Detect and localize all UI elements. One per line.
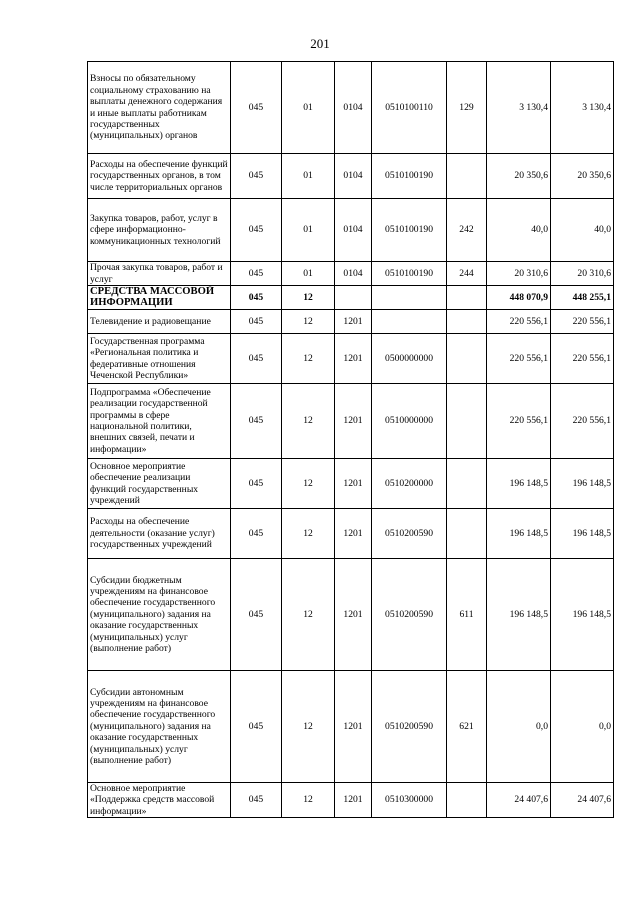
cell-amount-2: 220 556,1 xyxy=(551,334,614,384)
cell-subsection-code: 1201 xyxy=(335,384,372,459)
table-row xyxy=(88,559,614,671)
cell-name: Подпрограмма «Обеспечение реализации государственной программы в сфере национальной политики, внешних связей, печати и информации» xyxy=(88,384,231,459)
cell-name: Расходы на обеспечение функций государственных органов, в том числе территориальных органов xyxy=(88,154,231,199)
cell-ministry-code: 045 xyxy=(231,334,282,384)
table-row xyxy=(88,154,614,199)
cell-amount-1: 448 070,9 xyxy=(487,286,551,310)
table-row xyxy=(88,671,614,783)
cell-subsection-code: 1201 xyxy=(335,783,372,818)
cell-amount-2: 40,0 xyxy=(551,199,614,262)
cell-section-code: 12 xyxy=(282,310,335,334)
cell-amount-1: 0,0 xyxy=(487,671,551,783)
cell-ministry-code: 045 xyxy=(231,559,282,671)
cell-expense-type xyxy=(447,783,487,818)
cell-amount-1: 196 148,5 xyxy=(487,559,551,671)
cell-expense-type: 129 xyxy=(447,62,487,154)
cell-subsection-code: 1201 xyxy=(335,509,372,559)
cell-name: Взносы по обязательному социальному страхованию на выплаты денежного содержания и иные выплаты работникам государственных (муниципальных) органов xyxy=(88,62,231,154)
cell-amount-1: 20 350,6 xyxy=(487,154,551,199)
table-row xyxy=(88,509,614,559)
cell-ministry-code: 045 xyxy=(231,509,282,559)
cell-amount-2: 196 148,5 xyxy=(551,509,614,559)
cell-subsection-code: 1201 xyxy=(335,310,372,334)
table-row xyxy=(88,384,614,459)
cell-section-code: 01 xyxy=(282,154,335,199)
cell-ministry-code: 045 xyxy=(231,154,282,199)
cell-subsection-code: 1201 xyxy=(335,334,372,384)
cell-target-article: 0510100110 xyxy=(372,62,447,154)
cell-expense-type: 611 xyxy=(447,559,487,671)
cell-amount-1: 220 556,1 xyxy=(487,334,551,384)
cell-subsection-code: 1201 xyxy=(335,671,372,783)
cell-target-article: 0510100190 xyxy=(372,199,447,262)
cell-section-code: 01 xyxy=(282,199,335,262)
table-row xyxy=(88,62,614,154)
cell-target-article: 0510000000 xyxy=(372,384,447,459)
cell-amount-1: 196 148,5 xyxy=(487,459,551,509)
cell-section-code: 01 xyxy=(282,262,335,286)
cell-expense-type xyxy=(447,310,487,334)
cell-amount-2: 20 350,6 xyxy=(551,154,614,199)
cell-amount-1: 220 556,1 xyxy=(487,384,551,459)
cell-ministry-code: 045 xyxy=(231,262,282,286)
cell-subsection-code: 1201 xyxy=(335,559,372,671)
table-row xyxy=(88,783,614,818)
cell-target-article: 0510100190 xyxy=(372,154,447,199)
cell-name: Телевидение и радиовещание xyxy=(88,310,231,334)
cell-target-article: 0500000000 xyxy=(372,334,447,384)
cell-amount-2: 20 310,6 xyxy=(551,262,614,286)
cell-section-code: 12 xyxy=(282,509,335,559)
cell-name: СРЕДСТВА МАССОВОЙ ИНФОРМАЦИИ xyxy=(88,286,231,310)
table-row xyxy=(88,262,614,286)
cell-expense-type xyxy=(447,459,487,509)
cell-name: Закупка товаров, работ, услуг в сфере информационно-коммуникационных технологий xyxy=(88,199,231,262)
cell-target-article: 0510200590 xyxy=(372,559,447,671)
page-number: 201 xyxy=(310,36,330,51)
cell-amount-2: 196 148,5 xyxy=(551,559,614,671)
cell-subsection-code: 0104 xyxy=(335,154,372,199)
cell-amount-2: 24 407,6 xyxy=(551,783,614,818)
cell-amount-1: 24 407,6 xyxy=(487,783,551,818)
cell-amount-2: 220 556,1 xyxy=(551,310,614,334)
cell-expense-type xyxy=(447,509,487,559)
table-body xyxy=(88,62,614,818)
cell-expense-type xyxy=(447,334,487,384)
cell-target-article xyxy=(372,310,447,334)
table-row xyxy=(88,310,614,334)
cell-amount-1: 196 148,5 xyxy=(487,509,551,559)
cell-subsection-code: 0104 xyxy=(335,62,372,154)
cell-target-article: 0510200590 xyxy=(372,509,447,559)
cell-section-code: 12 xyxy=(282,671,335,783)
cell-subsection-code: 0104 xyxy=(335,262,372,286)
cell-amount-1: 220 556,1 xyxy=(487,310,551,334)
cell-expense-type xyxy=(447,286,487,310)
cell-amount-2: 448 255,1 xyxy=(551,286,614,310)
cell-subsection-code: 0104 xyxy=(335,199,372,262)
table-row xyxy=(88,199,614,262)
cell-amount-1: 20 310,6 xyxy=(487,262,551,286)
cell-amount-2: 0,0 xyxy=(551,671,614,783)
cell-amount-1: 3 130,4 xyxy=(487,62,551,154)
cell-target-article: 0510200590 xyxy=(372,671,447,783)
cell-ministry-code: 045 xyxy=(231,199,282,262)
cell-amount-1: 40,0 xyxy=(487,199,551,262)
table-row xyxy=(88,286,614,310)
cell-target-article: 0510300000 xyxy=(372,783,447,818)
table-row xyxy=(88,459,614,509)
cell-ministry-code: 045 xyxy=(231,783,282,818)
cell-section-code: 12 xyxy=(282,286,335,310)
cell-section-code: 12 xyxy=(282,459,335,509)
cell-target-article: 0510100190 xyxy=(372,262,447,286)
cell-ministry-code: 045 xyxy=(231,459,282,509)
cell-expense-type: 244 xyxy=(447,262,487,286)
cell-name: Основное мероприятие «Поддержка средств массовой информации» xyxy=(88,783,231,818)
cell-amount-2: 3 130,4 xyxy=(551,62,614,154)
cell-ministry-code: 045 xyxy=(231,286,282,310)
cell-expense-type xyxy=(447,154,487,199)
cell-amount-2: 220 556,1 xyxy=(551,384,614,459)
cell-subsection-code xyxy=(335,286,372,310)
cell-ministry-code: 045 xyxy=(231,310,282,334)
cell-name: Прочая закупка товаров, работ и услуг xyxy=(88,262,231,286)
cell-section-code: 12 xyxy=(282,334,335,384)
cell-name: Субсидии автономным учреждениям на финансовое обеспечение государственного (муниципального) задания на оказание государственных (муниципальных) услуг (выполнение работ) xyxy=(88,671,231,783)
cell-name: Государственная программа «Региональная политика и федеративные отношения Чеченской Республики» xyxy=(88,334,231,384)
cell-section-code: 01 xyxy=(282,62,335,154)
cell-ministry-code: 045 xyxy=(231,671,282,783)
cell-expense-type: 621 xyxy=(447,671,487,783)
cell-ministry-code: 045 xyxy=(231,384,282,459)
table-row xyxy=(88,334,614,384)
cell-target-article: 0510200000 xyxy=(372,459,447,509)
cell-target-article xyxy=(372,286,447,310)
budget-table xyxy=(87,61,614,818)
cell-amount-2: 196 148,5 xyxy=(551,459,614,509)
cell-section-code: 12 xyxy=(282,559,335,671)
cell-expense-type xyxy=(447,384,487,459)
cell-name: Расходы на обеспечение деятельности (оказание услуг) государственных учреждений xyxy=(88,509,231,559)
cell-ministry-code: 045 xyxy=(231,62,282,154)
cell-name: Основное мероприятие обеспечение реализации функций государственных учреждений xyxy=(88,459,231,509)
cell-section-code: 12 xyxy=(282,384,335,459)
cell-section-code: 12 xyxy=(282,783,335,818)
cell-subsection-code: 1201 xyxy=(335,459,372,509)
cell-expense-type: 242 xyxy=(447,199,487,262)
cell-name: Субсидии бюджетным учреждениям на финансовое обеспечение государственного (муниципального) задания на оказание государственных (муниципальных) услуг (выполнение работ) xyxy=(88,559,231,671)
